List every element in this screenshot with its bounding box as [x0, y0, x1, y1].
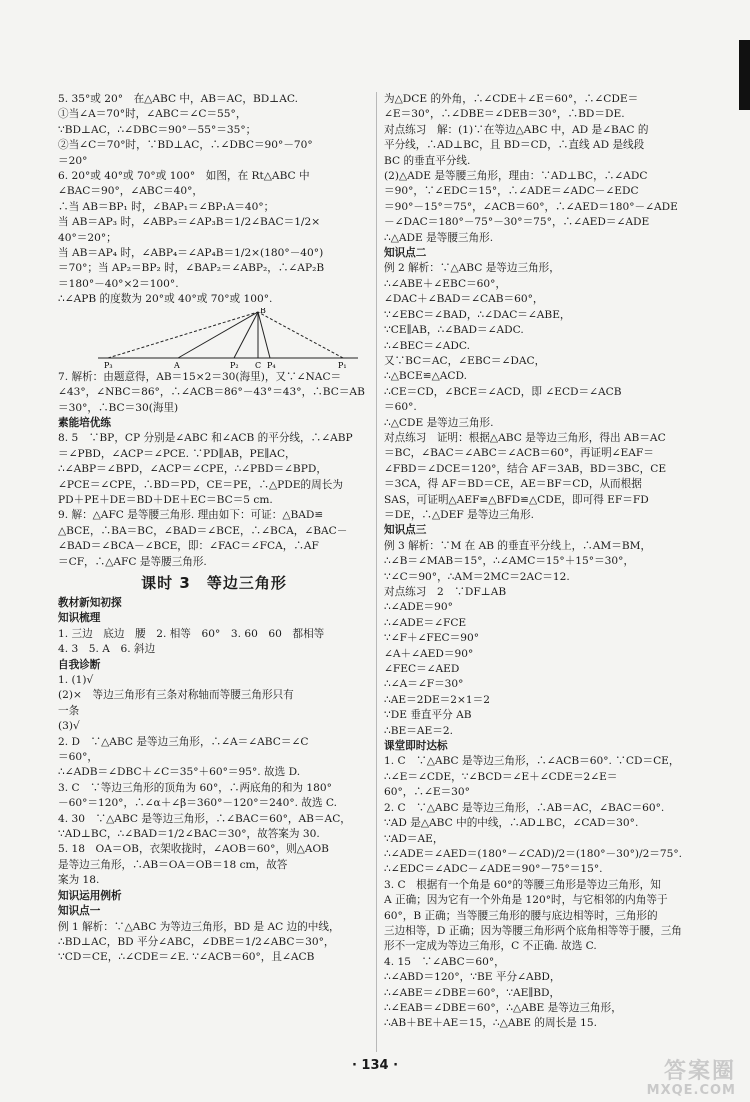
text-line: 案为 18. [58, 874, 100, 887]
page-number: · 134 · [351, 1058, 399, 1073]
heading-knowledge-point-2: 知识点二 [384, 247, 427, 260]
text-line: 对点练习 证明：根据△ABC 是等边三角形，得出 AB＝AC [384, 431, 666, 444]
text-line: ∠43°，∠NBC＝86°，∴∠ACB＝86°－43°＝43°，∴BC＝AB [58, 386, 365, 399]
text-line: (2)× 等边三角形有三条对称轴而等腰三角形只有 [58, 689, 294, 702]
text-line: ②当∠C＝70°时，∵BD⊥AC，∴∠DBC＝90°－70° [58, 139, 313, 152]
text-line: ∴∠ABD＝120°，∵BE 平分∠ABD， [384, 971, 561, 984]
text-line: PD＋PE＋DE＝BD＋DE＋EC＝BC＝5 cm. [58, 493, 273, 506]
heading-knowledge-point-1: 知识点一 [58, 905, 101, 918]
text-line: －60°＝120°，∴∠α＋∠β＝360°－120°＝240°. 故选 C. [58, 797, 338, 810]
text-line: ∴∠A＝∠F＝30° [384, 678, 464, 691]
text-line: ＝20° [58, 154, 88, 167]
text-line: 8. 5 ∵BP，CP 分别是∠ABC 和∠ACB 的平分线，∴∠ABP [58, 432, 353, 445]
text-line: 3. C 根据有一个角是 60°的等腰三角形是等边三角形，知 [384, 878, 661, 891]
text-line: ∵BD⊥AC，∴∠DBC＝90°－55°＝35°； [58, 123, 257, 136]
text-line: 1. 三边 底边 腰 2. 相等 60° 3. 60 60 都相等 [58, 627, 325, 640]
figure-label-C: C [255, 360, 262, 370]
left-block-d [58, 627, 370, 658]
figure-label-A: A [174, 360, 180, 370]
text-line: ∴∠APB 的度数为 20°或 40°或 70°或 100°. [58, 293, 273, 306]
text-line: ＝30°，∴BC＝30(海里) [58, 401, 179, 414]
text-line: ①当∠A＝70°时，∠ABC＝∠C＝55°， [58, 108, 247, 121]
text-line: ∠BAD＝∠BCA－∠BCE，即：∠FAC＝∠FCA，∴AF [58, 540, 319, 553]
text-line: ∴△ADE 是等腰三角形. [384, 231, 494, 244]
text-line: 1. (1)√ [58, 674, 94, 686]
left-block-a [58, 92, 370, 308]
text-line: 4. 30 ∵△ABC 是等边三角形，∴∠BAC＝60°，AB＝AC， [58, 812, 351, 825]
text-line: 60°，∴∠E＝30° [384, 786, 470, 799]
figure-label-P4: P₄ [267, 360, 276, 370]
text-line: 5. 18 OA＝OB，衣架收拢时，∠AOB＝60°，则△AOB [58, 843, 329, 856]
text-line: ∴CE＝CD，∠BCE＝∠ACD，即 ∠ECD＝∠ACB [384, 385, 622, 398]
text-line: ＝DE，∴△DEF 是等边三角形. [384, 508, 535, 521]
text-line: 当 AB＝AP₃ 时，∠ABP₃＝∠AP₃B＝1/2∠BAC＝1/2× [58, 216, 321, 229]
text-line: ∴∠ABP＝∠BPD，∠ACP＝∠CPE，∴∠PBD＝∠BPD， [58, 463, 327, 476]
right-column [384, 92, 702, 1032]
text-line: ∴∠EAB＝∠DBE＝60°，∴△ABE 是等边三角形， [384, 1001, 622, 1014]
text-line: 例 3 解析：∵M 在 AB 的垂直平分线上，∴AM＝BM， [384, 539, 652, 552]
left-block-c [58, 431, 370, 570]
text-line: ∠BAC＝90°，∠ABC＝40°， [58, 185, 203, 198]
triangle-figure-svg [98, 308, 368, 370]
text-line: ∵AD＝AE， [384, 832, 444, 845]
text-line: (3)√ [58, 720, 80, 733]
text-line: ∴AE＝2DE＝2×1＝2 [384, 693, 490, 706]
text-line: 4. 3 5. A 6. 斜边 [58, 643, 156, 656]
text-line: ∠E＝30°，∴∠DBE＝∠DEB＝30°，∴BD＝DE. [384, 108, 625, 121]
heading-knowledge-point-3: 知识点三 [384, 524, 427, 537]
text-line: ∴BD⊥AC，BD 平分∠ABC，∠DBE＝1/2∠ABC＝30°， [58, 935, 335, 948]
text-line: 1. C ∵△ABC 是等边三角形，∴∠ACB＝60°. ∵CD＝CE， [384, 755, 680, 768]
text-line: 又∵BC＝AC，∠EBC＝∠DAC， [384, 354, 546, 367]
text-line: ＝70°；当 AP₂＝BP₂ 时，∠BAP₂＝∠ABP₂，∴∠AP₂B [58, 262, 325, 275]
text-line: ∴当 AB＝BP₁ 时，∠BAP₁＝∠BP₁A＝40°； [58, 200, 275, 213]
text-line: ＝90°，∵∠EDC＝15°，∴∠ADE＝∠ADC－∠EDC [384, 185, 639, 198]
text-line: 4. 15 ∵∠ABC＝60°， [384, 955, 505, 968]
text-line: 7. 解析：由题意得，AB＝15×2＝30(海里)，又∵∠NAC＝ [58, 370, 342, 383]
text-line: ＝BC，∠BAC＝∠ABC＝∠ACB＝60°，再证明∠EAF＝ [384, 447, 654, 460]
right-block-c [384, 261, 702, 430]
text-line: ∠FEC＝∠AED [384, 663, 460, 676]
right-block-e [384, 539, 702, 739]
text-line: 一条 [58, 704, 80, 717]
text-line: ＝90°－15°＝75°，∠ACB＝60°，∴∠AED＝180°－∠ADE [384, 200, 678, 213]
left-block-f [58, 920, 370, 966]
left-block-b [58, 370, 370, 416]
watermark-logo [606, 1060, 736, 1100]
figure-label-B: B [260, 307, 266, 315]
figure-label-P1: P₁ [338, 360, 347, 370]
text-line: ∴∠ABE＝∠DBE＝60°，∵AE∥BD， [384, 986, 561, 999]
text-line: △BCE，∴BA＝BC，∠BAD＝∠BCE，∴∠BCA，∠BAC－ [58, 524, 348, 537]
text-line: ∴∠E＝∠CDE，∵∠BCD＝∠E＋∠CDE＝2∠E＝ [384, 770, 618, 783]
text-line: ∴∠EDC＝∠ADC－∠ADE＝90°－75°＝15°. [384, 863, 603, 876]
watermark-bottom: MXQE.COM [646, 1083, 736, 1098]
text-line: 2. C ∵△ABC 是等边三角形，∴AB＝AC，∠BAC＝60°. [384, 801, 665, 814]
text-line: ∵CE∥AB，∴∠BAD＝∠ADC. [384, 324, 524, 337]
triangle-figure [58, 308, 370, 370]
text-line: ∵∠F＋∠FEC＝90° [384, 632, 479, 645]
watermark-top: 答案圈 [663, 1059, 736, 1084]
text-line: ∴AB＋BE＋AE＝15，∴△ABE 的周长是 15. [384, 1017, 597, 1030]
text-line: 40°＝20°； [58, 231, 117, 244]
text-line: ＝CF，∴△AFC 是等腰三角形. [58, 555, 207, 568]
text-line: ＝180°－40°×2＝100°. [58, 277, 179, 290]
text-line: ∴BE＝AE＝2. [384, 724, 453, 737]
right-block-d [384, 431, 702, 523]
text-line: SAS，可证明△AEF≌△BFD≌△CDE，即可得 EF＝FD [384, 493, 649, 506]
text-line: 9. 解：△AFC 是等腰三角形. 理由如下：可证：△BAD≌ [58, 509, 324, 522]
text-line: 对点练习 解：(1)∵在等边△ABC 中，AD 是∠BAC 的 [384, 123, 649, 136]
heading-shuli: 知识梳理 [58, 612, 101, 625]
text-line: 例 2 解析：∵△ABC 是等边三角形， [384, 262, 560, 275]
text-line: 形不一定成为等边三角形，C 不正确. 故选 C. [384, 940, 597, 953]
text-line: 5. 35°或 20° 在△ABC 中，AB＝AC，BD⊥AC. [58, 93, 298, 105]
heading-ketang: 课堂即时达标 [384, 740, 448, 753]
column-divider [376, 92, 377, 1052]
text-line: ∴∠ADB＝∠DBC＋∠C＝35°＋60°＝95°. 故选 D. [58, 766, 301, 779]
figure-label-P3: P₃ [104, 360, 113, 370]
text-line: 平分线，∴AD⊥BC，且 BD＝CD，∴直线 AD 是线段 [384, 139, 645, 152]
text-line: 2. D ∵△ABC 是等边三角形，∴∠A＝∠ABC＝∠C [58, 735, 309, 748]
figure-label-P2: P₂ [230, 360, 239, 370]
text-line: 是等边三角形，∴AB＝OA＝OB＝18 cm，故答 [58, 858, 288, 871]
text-line: ∠PCE＝∠CPE，∴BD＝PD，CE＝PE，∴△PDE的周长为 [58, 478, 343, 491]
text-line: ∴∠BEC＝∠ADC. [384, 339, 470, 352]
text-line: ∵∠EBC＝∠BAD，∴∠DAC＝∠ABE， [384, 308, 571, 321]
text-line: ＝60°. [384, 401, 417, 414]
lesson-title: 课时 3 等边三角形 [141, 573, 287, 592]
text-line: ∠A＋∠AED＝90° [384, 647, 474, 660]
text-line: ∴∠ADE＝∠AED＝(180°－∠CAD)/2＝(180°－30°)/2＝75°. [384, 847, 683, 860]
heading-yunyong: 知识运用例析 [58, 889, 122, 902]
right-block-b [384, 123, 702, 246]
text-line: ∵CD＝CE，∴∠CDE＝∠E. ∵∠ACB＝60°，且∠ACB [58, 951, 315, 964]
text-line: ∴△BCE≌△ACD. [384, 370, 467, 383]
text-line: ∵∠C＝90°，∴AM＝2MC＝2AC＝12. [384, 570, 570, 583]
text-line: ∴△CDE 是等边三角形. [384, 416, 494, 429]
text-line: (2)△ADE 是等腰三角形，理由：∵AD⊥BC，∴∠ADC [384, 170, 648, 183]
text-line: 对点练习 2 ∵DF⊥AB [384, 586, 507, 598]
text-line: ∠FBD＝∠DCE＝120°，结合 AF＝3AB，BD＝3BC，CE [384, 462, 667, 475]
text-line: 60°，B 正确；当等腰三角形的腰与底边相等时，三角形的 [384, 909, 658, 922]
right-block-f [384, 754, 702, 1031]
text-line: ＝60°， [58, 751, 98, 764]
heading-jiaocai: 教材新知初探 [58, 596, 122, 609]
text-line: ∴∠B＝∠MAB＝15°，∴∠AMC＝15°＋15°＝30°， [384, 555, 635, 568]
text-line: ∴∠ADE＝∠FCE [384, 616, 467, 629]
text-line: ∵AD⊥BC，∴∠BAD＝1/2∠BAC＝30°，故答案为 30. [58, 828, 320, 841]
text-line: 6. 20°或 40°或 70°或 100° 如图，在 Rt△ABC 中 [58, 170, 310, 183]
text-line: ∠DAC＋∠BAD＝∠CAB＝60°， [384, 293, 544, 306]
text-line: 三边相等，D 正确；因为等腰三角形两个底角相等等于腰，三角 [384, 924, 682, 937]
text-line: ＝3CA，得 AF＝BD＝CE，AE＝BF＝CD，从而根据 [384, 478, 642, 491]
left-column [58, 92, 370, 966]
heading-suyang: 素能培优练 [58, 416, 111, 429]
text-line: ∴∠ABE＋∠EBC＝60°， [384, 277, 507, 290]
text-line: ∴∠ADE＝90° [384, 601, 453, 614]
text-line: ＝∠PBD，∠ACP＝∠PCE. ∵PD∥AB，PE∥AC， [58, 447, 296, 460]
heading-zhenduan: 自我诊断 [58, 658, 101, 671]
text-line: 例 1 解析：∵△ABC 为等边三角形，BD 是 AC 边的中线， [58, 920, 340, 933]
text-line: ∵AD 是△ABC 中的中线，∴AD⊥BC，∠CAD＝30°. [384, 817, 639, 830]
page-edge-tab [739, 40, 750, 110]
text-line: ∵DE 垂直平分 AB [384, 709, 472, 722]
text-line: 为△DCE 的外角，∴∠CDE＋∠E＝60°，∴∠CDE＝ [384, 93, 639, 105]
text-line: A 正确；因为它有一个外角是 120°时，与它相邻的内角等于 [384, 894, 668, 907]
text-line: 3. C ∵等边三角形的顶角为 60°，∴两底角的和为 180° [58, 781, 332, 794]
left-block-e [58, 673, 370, 889]
text-line: BC 的垂直平分线. [384, 154, 471, 167]
text-line: －∠DAC＝180°－75°－30°＝75°，∴∠AED＝∠ADE [384, 216, 650, 229]
text-line: 当 AB＝AP₄ 时，∠ABP₄＝∠AP₄B＝1/2×(180°－40°) [58, 247, 324, 260]
right-block-a [384, 92, 702, 123]
